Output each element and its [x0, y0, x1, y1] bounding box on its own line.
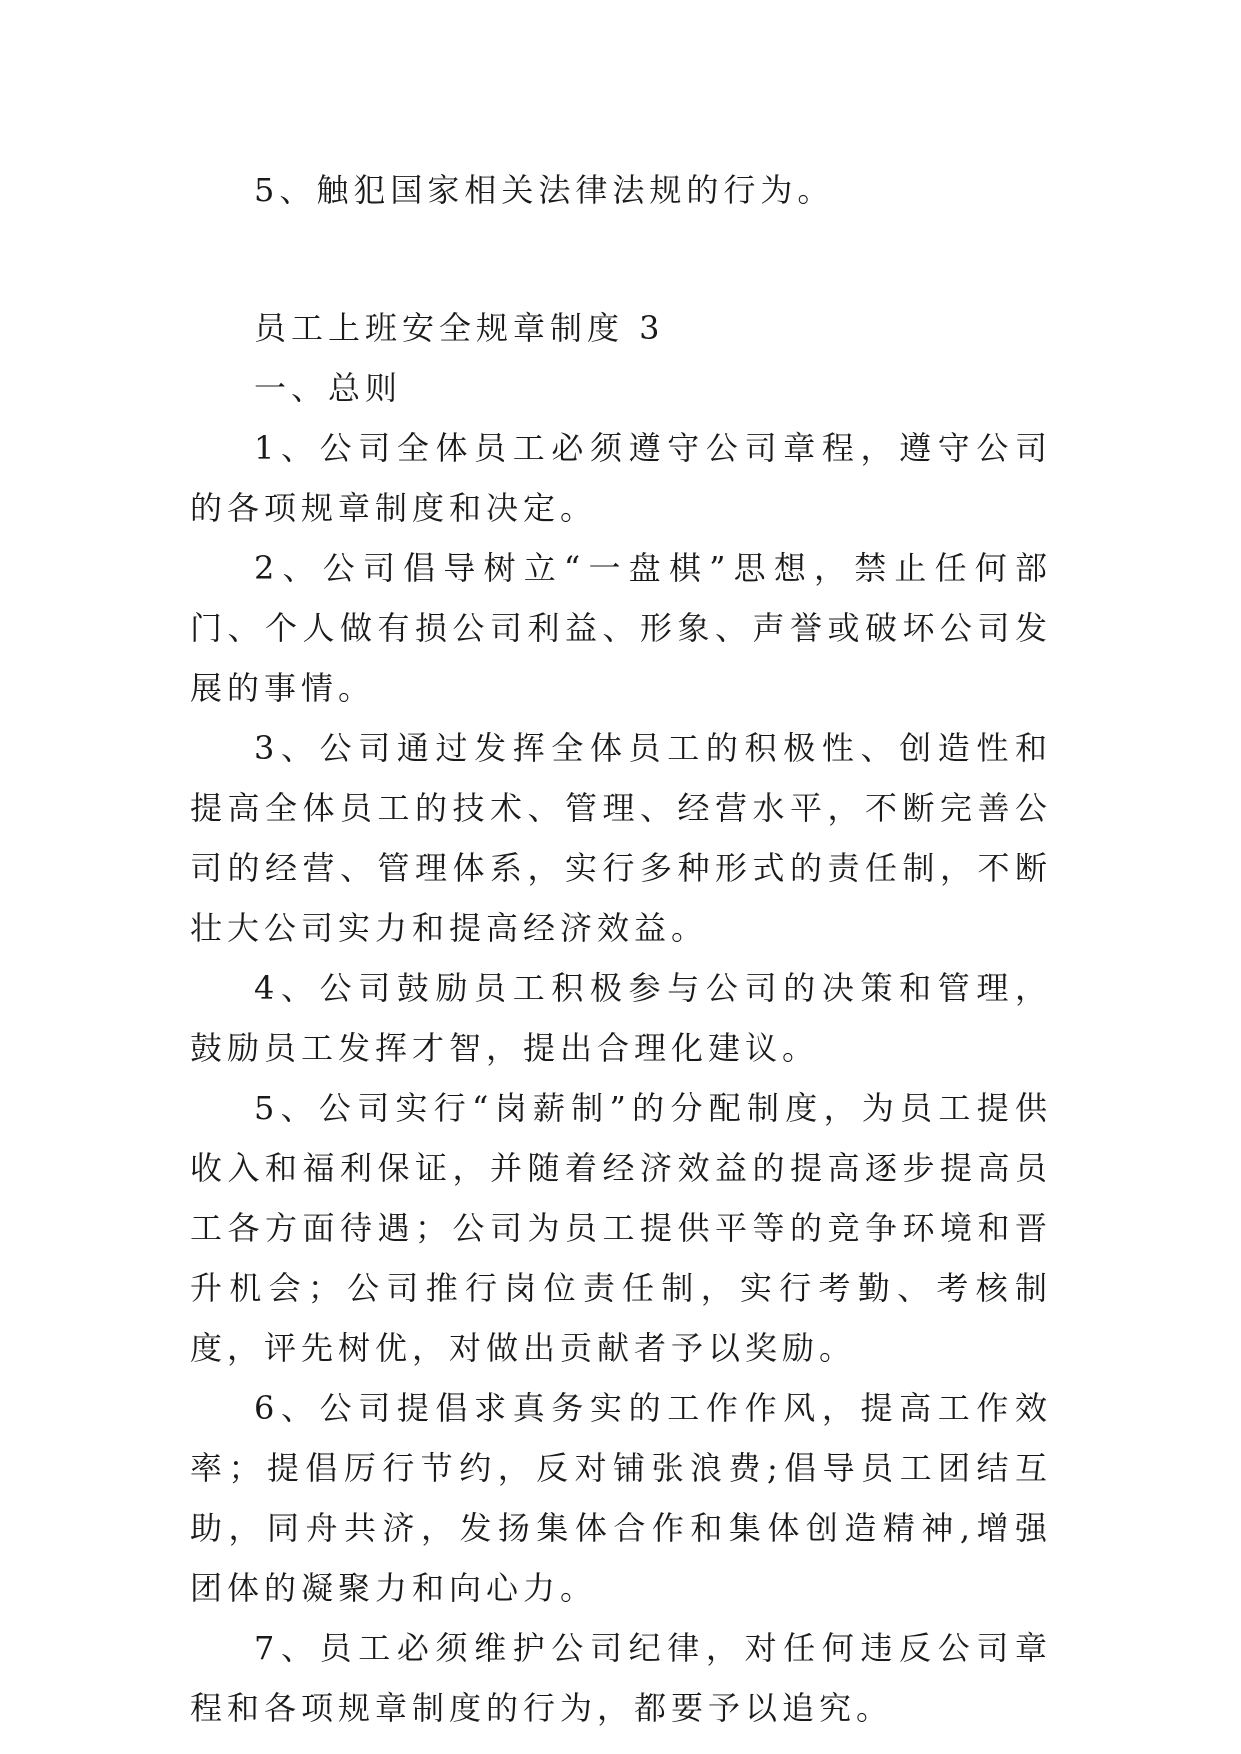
document-page	[190, 160, 1052, 1738]
list-item: 5、公司实行“岗薪制”的分配制度，为员工提供收入和福利保证，并随着经济效益的提高逐步提高员工各方面待遇；公司为员工提供平等的竞争环境和晋升机会；公司推行岗位责任制，实行考勤、考核制度，评先树优，对做出贡献者予以奖励。	[190, 1089, 1052, 1367]
list-item: 2、公司倡导树立“一盘棋”思想，禁止任何部门、个人做有损公司利益、形象、声誉或破坏公司发展的事情。	[190, 549, 1052, 707]
list-item: 1、公司全体员工必须遵守公司章程，遵守公司的各项规章制度和决定。	[190, 429, 1052, 527]
carryover-item: 5、触犯国家相关法律法规的行为。	[254, 171, 835, 209]
list-item: 6、公司提倡求真务实的工作作风，提高工作效率；提倡厉行节约，反对铺张浪费;倡导员工团结互助，同舟共济，发扬集体合作和集体创造精神,增强团体的凝聚力和向心力。	[190, 1389, 1052, 1607]
list-item: 4、公司鼓励员工积极参与公司的决策和管理，鼓励员工发挥才智，提出合理化建议。	[190, 969, 1052, 1067]
section-gap	[190, 220, 1052, 298]
list-item: 3、公司通过发挥全体员工的积极性、创造性和提高全体员工的技术、管理、经营水平，不断完善公司的经营、管理体系，实行多种形式的责任制，不断壮大公司实力和提高经济效益。	[190, 729, 1052, 947]
document-title: 员工上班安全规章制度 3	[254, 309, 665, 347]
list-item: 7、员工必须维护公司纪律，对任何违反公司章程和各项规章制度的行为，都要予以追究。	[190, 1629, 1052, 1727]
section-heading: 一、总则	[254, 369, 403, 407]
